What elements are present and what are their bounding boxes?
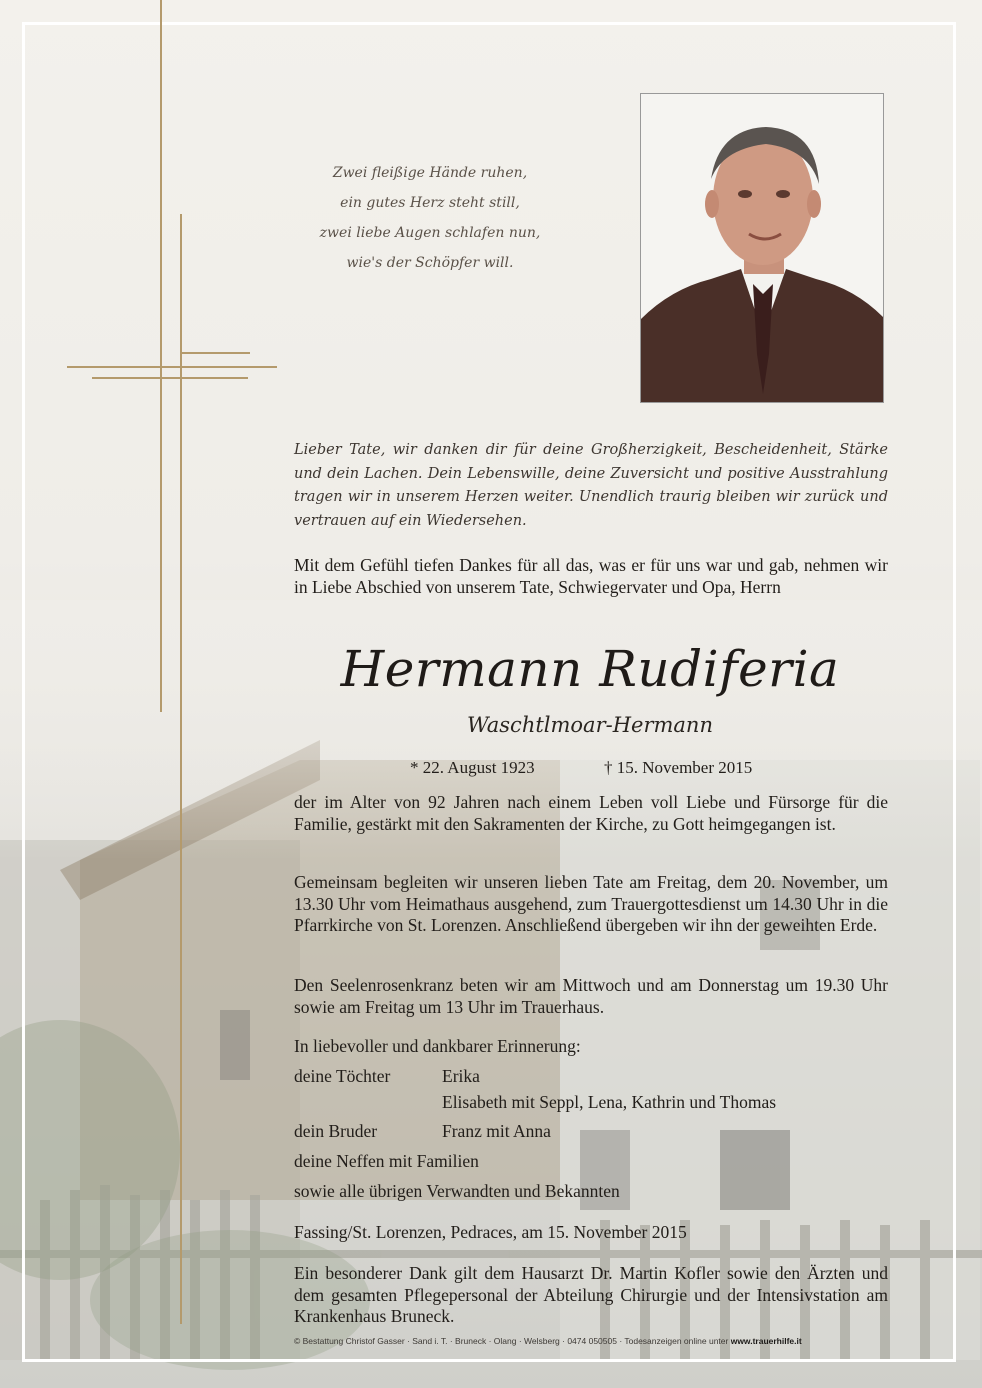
funeral-text: Gemeinsam begleiten wir unseren lieben Tate am Freitag, dem 20. November, um 13.30 Uhr vom Heimathaus ausgehend, zum Trauergottesdienst um 14.30 Uhr in die Pfarrkirche von St. Lorenzen. Anschließend übergeben wir ihn der geweihten Erde. xyxy=(294,872,888,935)
intro-text: Mit dem Gefühl tiefen Dankes für all das, was er für uns war und gab, nehmen wir in Liebe Abschied von unserem Tate, Schwiegervater und Opa, Herrn xyxy=(294,555,888,597)
relative-names: Erika xyxy=(442,1066,480,1086)
birth-date: * 22. August 1923 xyxy=(410,758,535,777)
thanks-text: Ein besonderer Dank gilt dem Hausarzt Dr. Martin Kofler sowie den Ärzten und dem gesamten Pflegepersonal der Abteilung Chirurgie und der Intensivstation am Krankenhaus Bruneck. xyxy=(294,1263,888,1326)
relative-relation: deine Töchter xyxy=(294,1066,391,1086)
relative-row xyxy=(294,1121,551,1142)
tribute-text: Lieber Tate, wir danken dir für deine Großherzigkeit, Bescheidenheit, Stärke und dein Lachen. Dein Lebenswille, deine Zuversicht und positive Ausstrahlung tragen wir in unserem Herzen weiter. Unendlich traurig bleiben wir zurück und vertrauen auf ein Wiedersehen. xyxy=(294,442,888,529)
relative-row xyxy=(294,1181,620,1202)
relative-row xyxy=(294,1066,480,1087)
poem-line: ein gutes Herz steht still, xyxy=(340,195,520,211)
memory-heading: In liebevoller und dankbarer Erinnerung: xyxy=(294,1036,581,1056)
relative-relation: dein Bruder xyxy=(294,1121,378,1141)
relative-row xyxy=(294,1151,479,1172)
rosary-text: Den Seelenrosenkranz beten wir am Mittwoch und am Donnerstag um 19.30 Uhr sowie am Freitag um 13 Uhr im Trauerhaus. xyxy=(294,975,888,1017)
portrait-photo xyxy=(640,93,884,403)
footer-text: © Bestattung Christof Gasser · Sand i. T. · Bruneck · Olang · Welsberg · 0474 050505 · Todesanzeigen online unter xyxy=(294,1336,731,1346)
footer-credits xyxy=(294,1336,954,1346)
memorial-poem xyxy=(300,158,560,278)
poem-line: Zwei fleißige Hände ruhen, xyxy=(332,165,528,181)
relative-names: Franz mit Anna xyxy=(442,1121,551,1141)
place-date-text: Fassing/St. Lorenzen, Pedraces, am 15. November 2015 xyxy=(294,1222,687,1242)
footer-link[interactable]: www.trauerhilfe.it xyxy=(730,1336,802,1346)
poem-line: zwei liebe Augen schlafen nun, xyxy=(319,225,541,241)
relative-names: Elisabeth mit Seppl, Lena, Kathrin und Thomas xyxy=(442,1092,777,1112)
poem-line: wie's der Schöpfer will. xyxy=(346,255,514,271)
relative-relation: sowie alle übrigen Verwandten und Bekannten xyxy=(294,1181,620,1201)
deceased-name: Hermann Rudiferia xyxy=(340,640,840,698)
death-notice-text: der im Alter von 92 Jahren nach einem Leben voll Liebe und Fürsorge für die Familie, gestärkt mit den Sakramenten der Kirche, zu Gott heimgegangen ist. xyxy=(294,792,888,834)
death-date: † 15. November 2015 xyxy=(604,758,753,777)
deceased-nickname: Waschtlmoar-Hermann xyxy=(467,713,713,737)
relative-relation: deine Neffen mit Familien xyxy=(294,1151,479,1171)
